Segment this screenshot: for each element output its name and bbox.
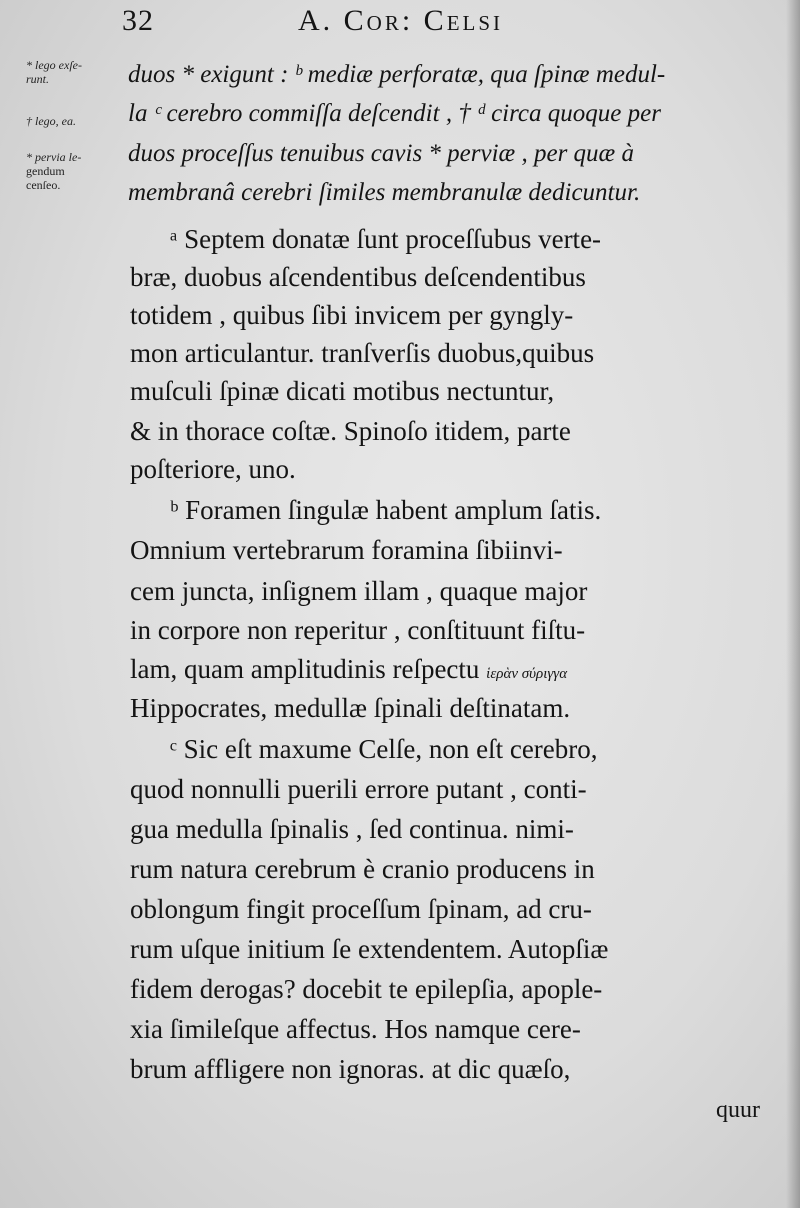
text-line: brum affligere non ignoras. at dic quæſo, xyxy=(130,1054,571,1084)
page-number: 32 xyxy=(122,4,154,37)
page-edge-shadow xyxy=(786,0,800,1208)
text-line: rum natura cerebrum è cranio producens in xyxy=(130,854,595,884)
greek-phrase: ἱερὰν σύριγγα xyxy=(486,666,568,682)
text-line: membranâ cerebri ſimiles membranulæ dedicuntur. xyxy=(128,179,641,206)
text-line: la ᶜ cerebro commiſſa deſcendit , † ᵈ circa quoque per xyxy=(128,100,661,127)
margin-note-1: * lego exſe- runt. xyxy=(26,58,82,86)
text-line: cem juncta, inſignem illam , quaque major xyxy=(130,576,588,606)
text-line: xia ſimileſque affectus. Hos namque cere- xyxy=(130,1014,581,1044)
margin-note-2: † lego, ea. xyxy=(26,114,76,128)
catchword: quur xyxy=(716,1097,760,1123)
text-line: duos proceſſus tenuibus cavis * perviæ , per quæ à xyxy=(128,140,634,167)
text-line: lam, quam amplitudinis reſpectu ἱερὰν σύριγγα xyxy=(130,654,568,684)
text-line: duos * exigunt : ᵇ mediæ perforatæ, qua ſpinæ medul- xyxy=(128,61,666,88)
text-line: in corpore non reperitur , conſtituunt fiſtu- xyxy=(130,615,586,645)
text-line: oblongum fingit proceſſum ſpinam, ad cru- xyxy=(130,894,592,924)
page-header xyxy=(0,4,800,44)
text-line: ᵇ Foramen ſingulæ habent amplum ſatis. xyxy=(170,495,602,525)
running-head: A. Cor: Celsi xyxy=(298,4,504,37)
text-line: Hippocrates, medullæ ſpinali deſtinatam. xyxy=(130,693,571,723)
text-line: ᵃ Septem donatæ ſunt proceſſubus verte- xyxy=(170,224,602,254)
text-line: Omnium vertebrarum foramina ſibiinvi- xyxy=(130,535,563,565)
text-line: rum uſque initium ſe extendentem. Autopſiæ xyxy=(130,934,609,964)
text-line: bræ, duobus aſcendentibus deſcendentibus xyxy=(130,262,586,292)
text-line: ᶜ Sic eſt maxume Celſe, non eſt cerebro, xyxy=(170,734,598,764)
text-line: gua medulla ſpinalis , ſed continua. nimi- xyxy=(130,814,574,844)
text-line: quod nonnulli puerili errore putant , conti- xyxy=(130,774,587,804)
text-line: poſteriore, uno. xyxy=(130,454,296,484)
text-line: mon articulantur. tranſverſis duobus,quibus xyxy=(130,338,595,368)
text-line: fidem derogas? docebit te epilepſia, apople- xyxy=(130,974,603,1004)
text-line: totidem , quibus ſibi invicem per gyngly- xyxy=(130,300,574,330)
margin-note-3: * pervia le- gendum cenſeo. xyxy=(26,150,82,192)
text-line: & in thorace coſtæ. Spinoſo itidem, parte xyxy=(130,416,571,446)
text-line: muſculi ſpinæ dicati motibus nectuntur, xyxy=(130,376,555,406)
